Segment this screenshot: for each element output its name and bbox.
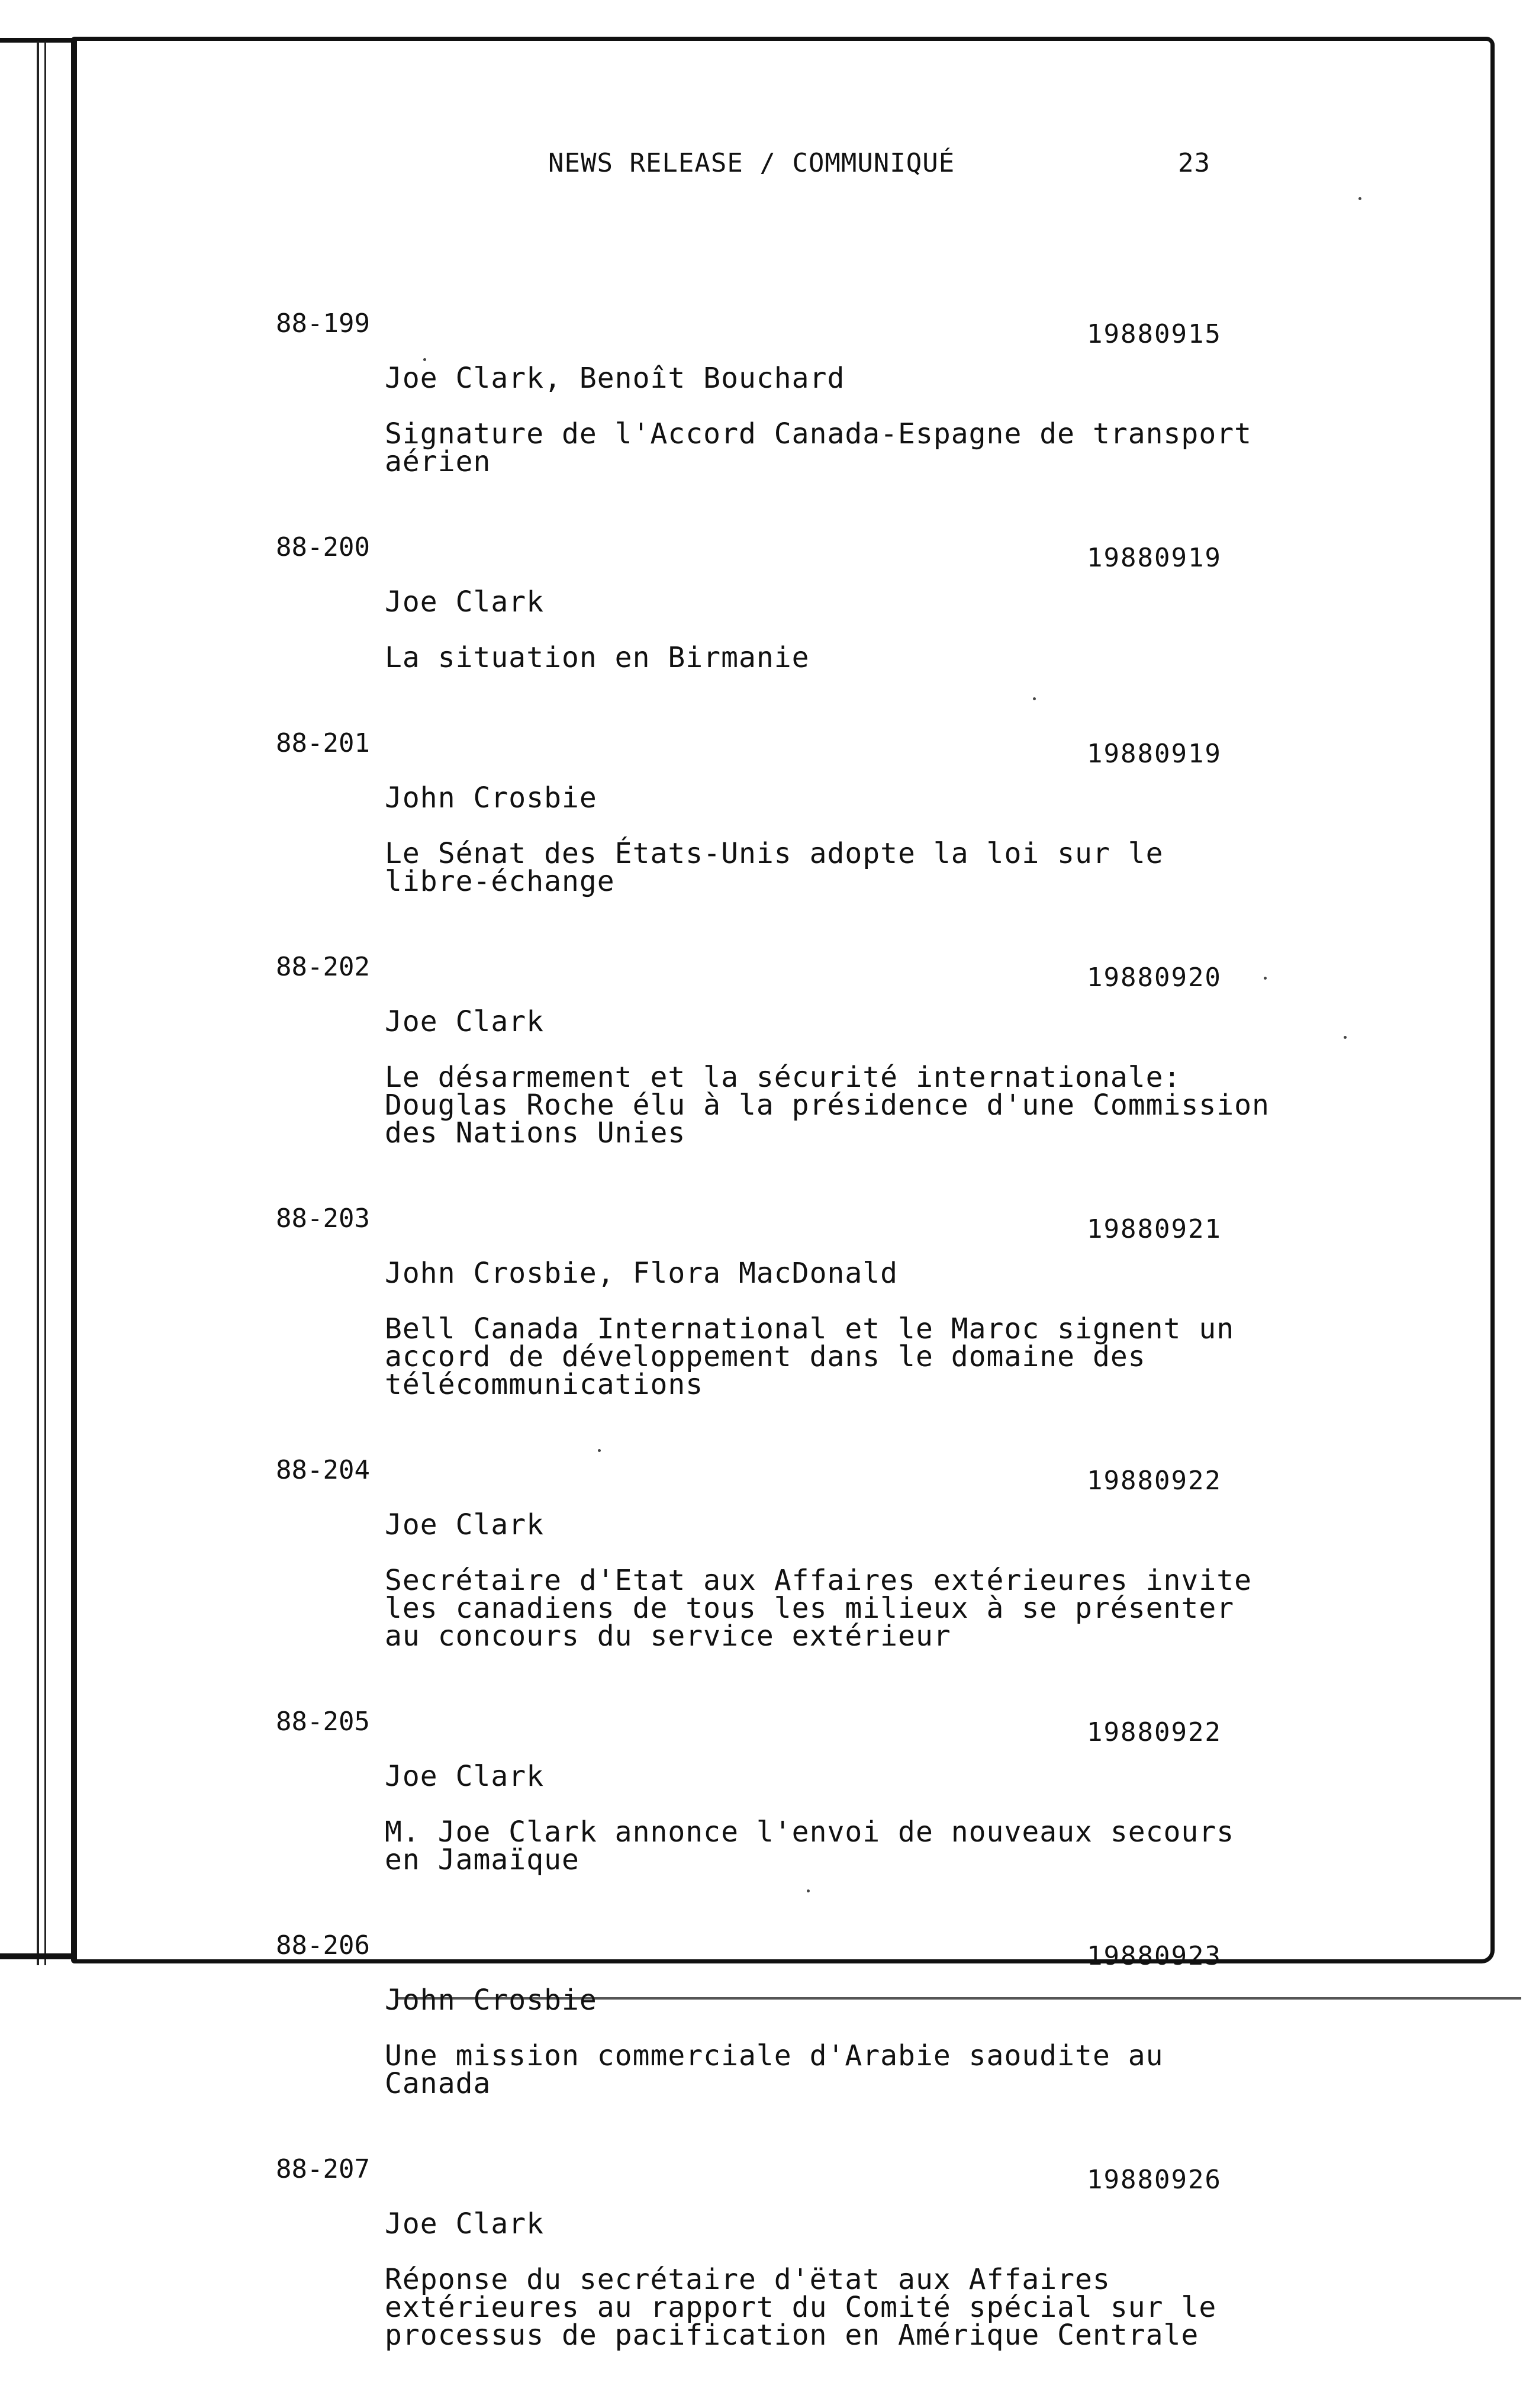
release-date: 19880923 [1087,1941,1222,1971]
release-entry [276,1709,1318,1902]
page-number: 23 [1178,148,1210,178]
release-number: 88-200 [276,532,370,562]
binder-spine [37,41,46,1965]
release-entry [276,730,1318,923]
release-number: 88-206 [276,1930,370,1960]
release-date: 19880921 [1087,1214,1222,1244]
release-body [276,1232,1318,1427]
release-entry [276,532,1318,700]
release-body [276,980,1318,1175]
release-body [276,561,1318,700]
release-number: 88-203 [276,1203,370,1234]
release-title: Une mission commerciale d'Arabie saoudite au Canada [385,2039,1164,2100]
release-date: 19880920 [1087,962,1222,993]
release-entry [276,954,1318,1175]
release-author: Joe Clark [385,1005,545,1038]
release-body [276,1959,1318,2126]
release-title: Signature de l'Accord Canada-Espagne de transport aérien [385,417,1253,478]
release-author: Joe Clark, Benoît Bouchard [385,362,845,395]
scan-speck [1344,1036,1347,1039]
release-date: 19880926 [1087,2165,1222,2195]
release-number: 88-199 [276,308,370,339]
header-title: NEWS RELEASE / COMMUNIQUÉ [548,148,955,178]
release-date: 19880922 [1087,1466,1222,1496]
release-author: John Crosbie [385,1984,597,2017]
release-date: 19880922 [1087,1717,1222,1747]
release-entry [276,1457,1318,1678]
release-author: Joe Clark [385,585,545,619]
release-entry [276,2156,1318,2377]
release-author: Joe Clark [385,1508,545,1541]
scan-speck [1358,197,1361,200]
release-number: 88-202 [276,952,370,982]
release-list [276,308,1318,2408]
release-body [276,756,1318,923]
release-entry [276,308,1318,504]
release-entry [276,1930,1318,2126]
release-number: 88-205 [276,1707,370,1737]
release-body [276,1483,1318,1678]
release-author: Joe Clark [385,2207,545,2240]
release-author: John Crosbie, Flora MacDonald [385,1257,899,1290]
release-body [276,2182,1318,2377]
release-title: Secrétaire d'Etat aux Affaires extérieures invite les canadiens de tous les milieux à se présenter au concours du service extérieur [385,1564,1253,1653]
release-title: Réponse du secrétaire d'ëtat aux Affaires extérieures au rapport du Comité spécial sur le processus de pacification en Amérique Centrale [385,2263,1217,2352]
release-body [276,1735,1318,1902]
release-date: 19880919 [1087,739,1222,769]
release-number: 88-207 [276,2154,370,2184]
release-title: Le Sénat des États-Unis adopte la loi sur le libre-échange [385,837,1164,898]
release-date: 19880915 [1087,319,1222,349]
release-title: Le désarmement et la sécurité internationale: Douglas Roche élu à la présidence d'une Commission des Nations Unies [385,1061,1270,1150]
release-title: M. Joe Clark annonce l'envoi de nouveaux secours en Jamaïque [385,1815,1235,1876]
release-entry [276,1203,1318,1427]
release-number: 88-201 [276,728,370,758]
release-title: La situation en Birmanie [385,641,810,674]
release-date: 19880919 [1087,543,1222,573]
release-author: John Crosbie [385,781,597,815]
release-title: Bell Canada International et le Maroc signent un accord de développement dans le domaine des télécommunications [385,1312,1235,1401]
release-author: Joe Clark [385,1760,545,1793]
release-body [276,337,1318,504]
binder-edge-bottom [0,1953,77,1959]
release-number: 88-204 [276,1455,370,1485]
